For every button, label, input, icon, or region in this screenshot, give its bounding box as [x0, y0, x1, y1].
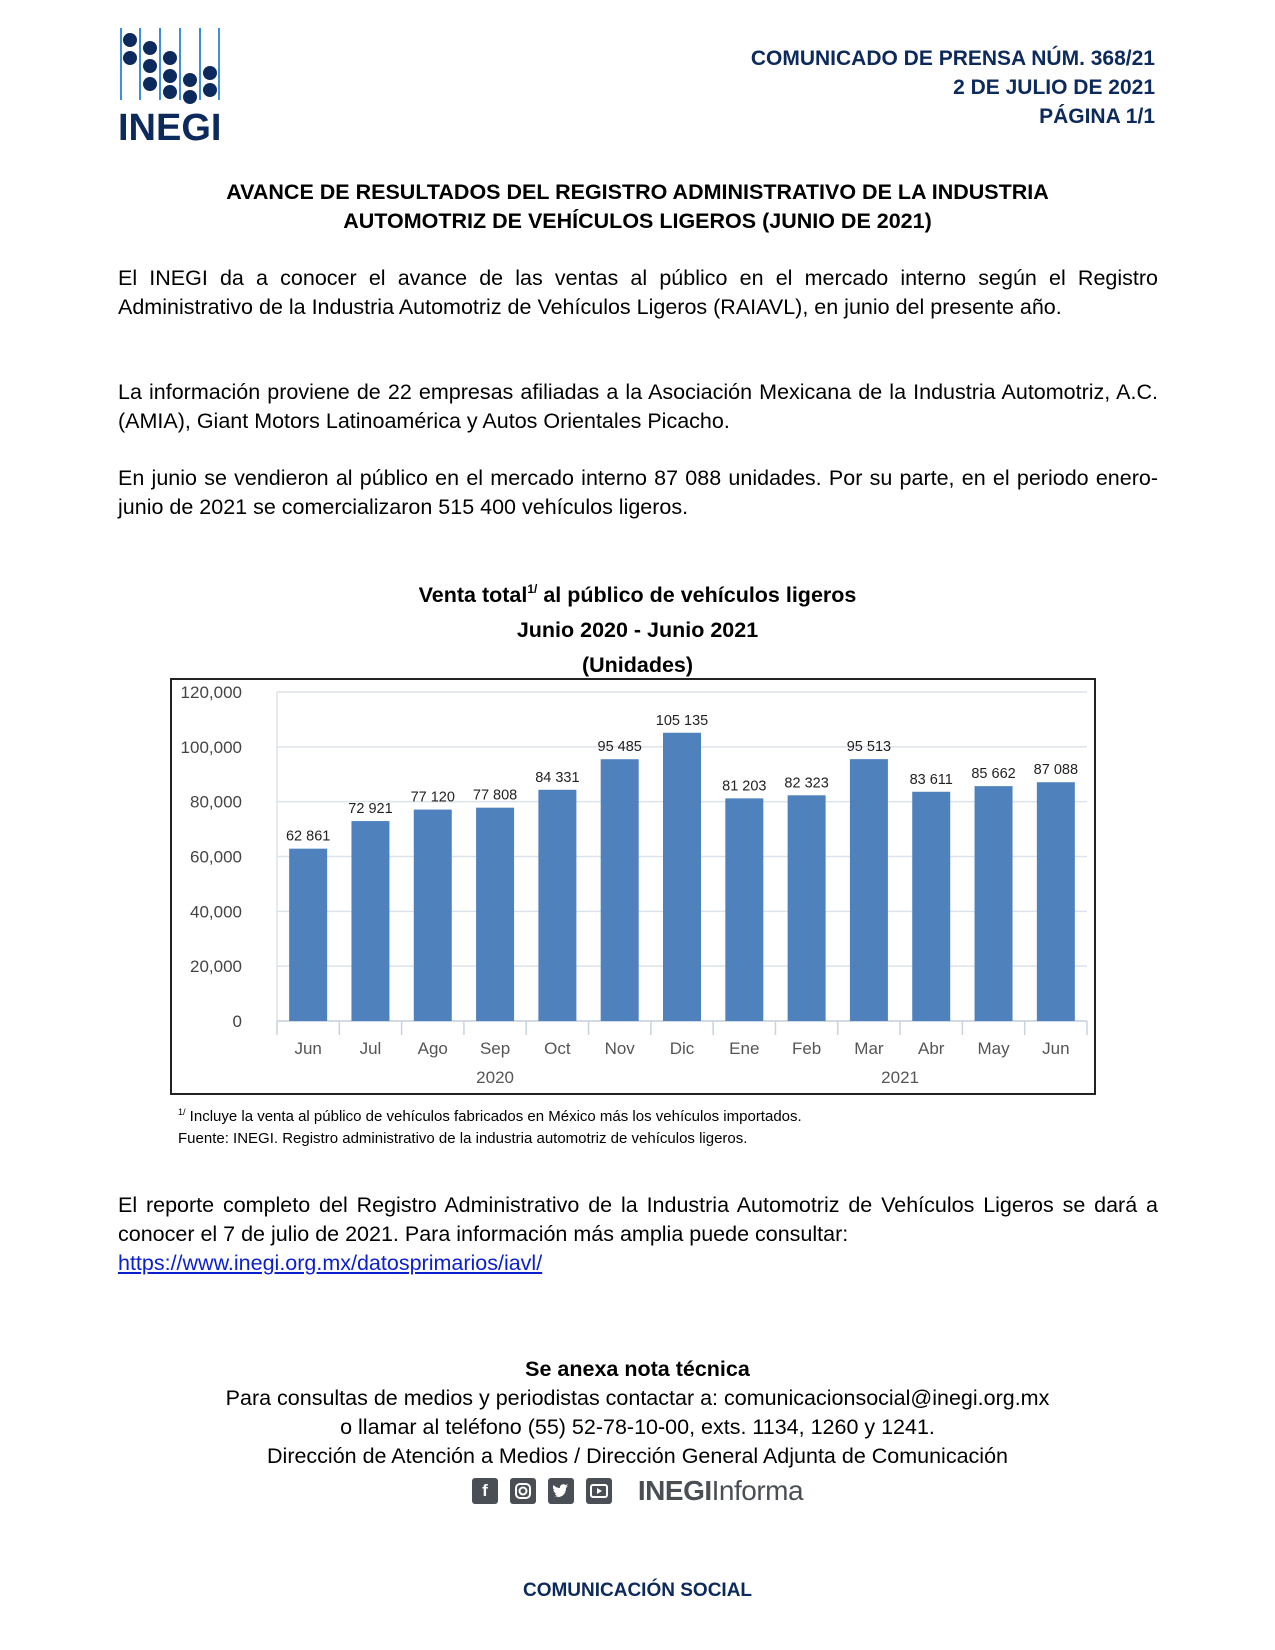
y-tick-label: 40,000 [190, 902, 242, 922]
footnote-text: Incluye la venta al público de vehículos fabricados en México más los vehículos importados. [185, 1108, 802, 1125]
release-header [751, 44, 1155, 131]
x-tick-label: Jun [294, 1039, 322, 1058]
chart-title-text-rest: al público de vehículos ligeros [537, 583, 857, 607]
year-group-label: 2020 [476, 1068, 514, 1087]
bar [414, 810, 452, 1021]
brand-light: Informa [711, 1475, 804, 1506]
data-label: 95 485 [597, 739, 642, 756]
data-label: 105 135 [655, 712, 709, 729]
x-tick-label: Feb [791, 1039, 822, 1058]
facebook-icon[interactable]: f [472, 1478, 498, 1504]
chart-title-main [100, 572, 1175, 613]
bar [476, 808, 514, 1021]
x-tick-label: Abr [917, 1039, 945, 1058]
bar [289, 849, 327, 1021]
bar [1037, 782, 1075, 1021]
contact-phone-line: o llamar al teléfono (55) 52-78-10-00, exts. 1134, 1260 y 1241. [340, 1415, 935, 1439]
bar-chart [172, 680, 1094, 1093]
chart-subtitle: Junio 2020 - Junio 2021 [516, 618, 759, 642]
x-tick-label: Oct [544, 1039, 571, 1058]
release-number: COMUNICADO DE PRENSA NÚM. 368/21 [750, 47, 1155, 70]
chart-footnote [178, 1102, 802, 1127]
contact-email-line: Para consultas de medios y periodistas contactar a: comunicacionsocial@inegi.org.mx [225, 1386, 1050, 1410]
footer-communication: COMUNICACIÓN SOCIAL [522, 1580, 753, 1601]
y-tick-label: 120,000 [180, 683, 242, 702]
footnote-ref: 1/ [178, 1107, 186, 1117]
iavl-link[interactable]: https://www.inegi.org.mx/datosprimarios/iavl/ [118, 1251, 543, 1275]
contact-block [100, 1355, 1175, 1471]
y-tick-label: 60,000 [190, 847, 242, 867]
x-tick-label: Ene [729, 1039, 760, 1058]
title-line-2: AUTOMOTRIZ DE VEHÍCULOS LIGEROS (JUNIO DE 2021) [343, 209, 932, 233]
bar [788, 795, 826, 1021]
social-bar [0, 1475, 1275, 1507]
bar [850, 759, 888, 1021]
bar [538, 790, 576, 1021]
x-tick-label: Jun [1042, 1039, 1070, 1058]
logo-text: INEGI [118, 107, 222, 146]
data-label: 85 662 [971, 766, 1016, 783]
twitter-icon[interactable] [548, 1478, 574, 1504]
page-number: PÁGINA 1/1 [1039, 105, 1155, 128]
paragraph-sales-summary: En junio se vendieron al público en el mercado interno 87 088 unidades. Por su parte, en el periodo enero-junio de 2021 se comercializaron 515 400 vehículos ligeros. [118, 466, 1158, 519]
bar [601, 759, 639, 1021]
data-label: 62 861 [285, 828, 331, 845]
data-label: 82 323 [784, 775, 829, 792]
chart-title-text: Venta total [418, 583, 528, 607]
y-tick-label: 20,000 [190, 957, 242, 977]
bar [351, 821, 389, 1021]
data-label: 87 088 [1033, 762, 1079, 779]
chart-title-footnote-ref: 1/ [527, 582, 538, 596]
data-label: 77 120 [410, 789, 455, 806]
x-tick-label: Ago [417, 1039, 448, 1058]
data-label: 81 203 [722, 778, 767, 795]
year-group-label: 2021 [881, 1068, 919, 1087]
bar [725, 798, 763, 1021]
inegi-logo [118, 28, 236, 146]
paragraph-intro: El INEGI da a conocer el avance de las ventas al público en el mercado interno según el Registro Administrativo de la Industria Automotriz de Vehículos Ligeros (RAIAVL), en junio del presente año. [118, 266, 1158, 319]
x-tick-label: Sep [479, 1039, 511, 1058]
chart-source: Fuente: INEGI. Registro administrativo de la industria automotriz de vehículos ligeros. [178, 1130, 748, 1147]
data-label: 84 331 [535, 769, 580, 786]
annex-note: Se anexa nota técnica [525, 1357, 750, 1381]
instagram-icon[interactable] [510, 1478, 536, 1504]
y-tick-label: 80,000 [190, 792, 242, 812]
chart-units: (Unidades) [581, 653, 694, 677]
data-label: 72 921 [348, 801, 393, 818]
bar [912, 792, 950, 1021]
data-label: 83 611 [909, 771, 953, 788]
x-tick-label: May [977, 1039, 1010, 1058]
brand-bold: INEGI [637, 1475, 712, 1506]
chart-title [100, 572, 1175, 683]
youtube-icon[interactable] [586, 1478, 612, 1504]
data-label: 77 808 [472, 787, 518, 804]
x-tick-label: Nov [604, 1039, 635, 1058]
inegi-informa-brand[interactable] [638, 1475, 803, 1507]
y-tick-label: 0 [232, 1012, 242, 1031]
chart-frame [170, 678, 1096, 1095]
bar [663, 733, 701, 1021]
contact-department-line: Dirección de Atención a Medios / Dirección General Adjunta de Comunicación [267, 1444, 1008, 1468]
paragraph-full-report [118, 1191, 1158, 1278]
x-tick-label: Dic [669, 1039, 695, 1058]
paragraph-source-companies: La información proviene de 22 empresas afiliadas a la Asociación Mexicana de la Industria Automotriz, A.C. (AMIA), Giant Motors Latinoamérica y Autos Orientales Picacho. [118, 380, 1158, 433]
release-date: 2 DE JULIO DE 2021 [953, 76, 1155, 99]
x-tick-label: Mar [854, 1039, 884, 1058]
title-line-1: AVANCE DE RESULTADOS DEL REGISTRO ADMINISTRATIVO DE LA INDUSTRIA [226, 180, 1049, 204]
x-tick-label: Jul [359, 1039, 382, 1058]
document-title [100, 178, 1175, 236]
full-report-text: El reporte completo del Registro Administrativo de la Industria Automotriz de Vehículos Ligeros se dará a conocer el 7 de julio de 2021. Para información más amplia puede consultar: [118, 1193, 1158, 1246]
y-tick-label: 100,000 [180, 737, 242, 757]
data-label: 95 513 [846, 739, 892, 756]
bar [975, 786, 1013, 1021]
